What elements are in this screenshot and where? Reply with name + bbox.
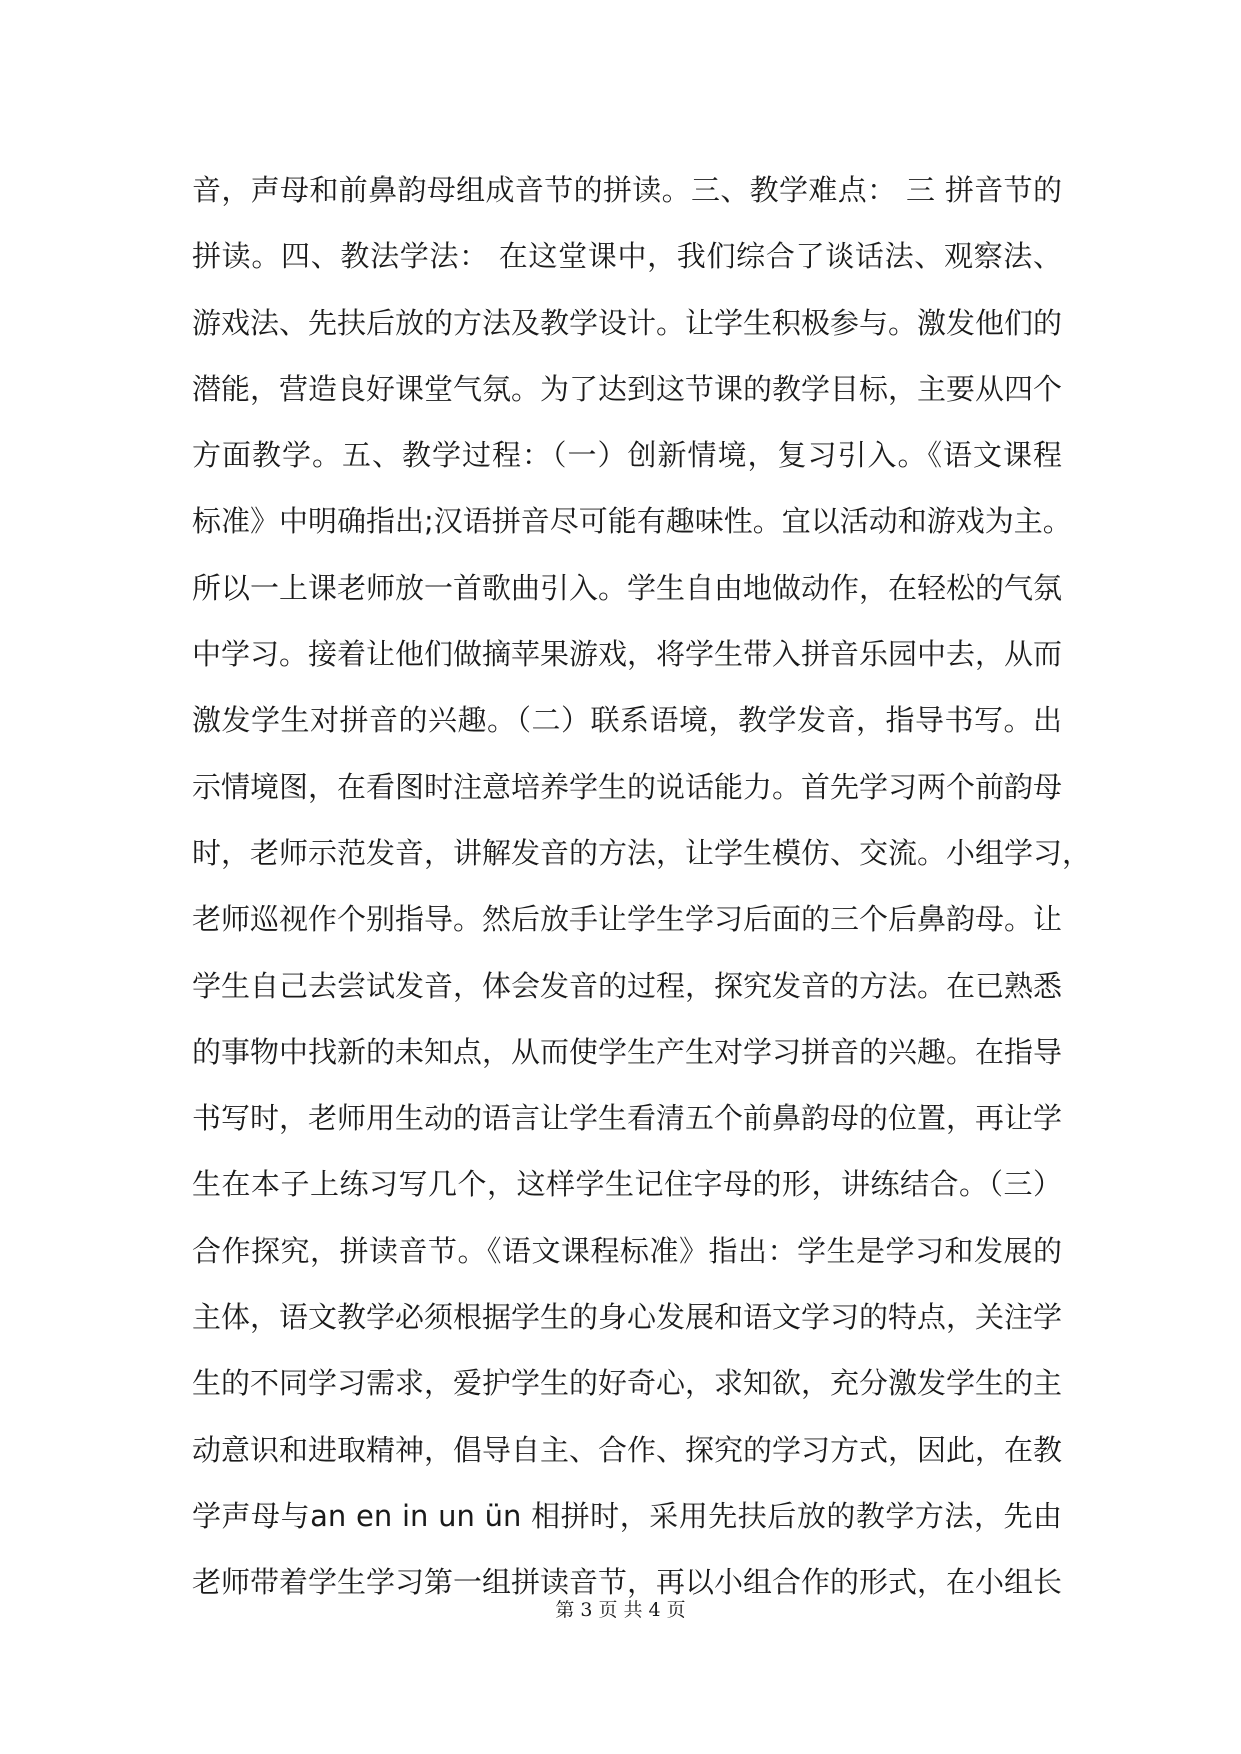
text-line-21: 学声母与an en in un ün 相拼时，采用先扶后放的教学方法，先由 — [192, 1498, 1062, 1533]
text-line-4: 潜能，营造良好课堂气氛。为了达到这节课的教学目标，主要从四个 — [192, 371, 1063, 406]
text-line-7: 所以一上课老师放一首歌曲引入。学生自由地做动作，在轻松的气氛 — [192, 570, 1063, 605]
text-line-18: 主体，语文教学必须根据学生的身心发展和语文学习的特点，关注学 — [192, 1300, 1063, 1335]
text-line-8: 中学习。接着让他们做摘苹果游戏，将学生带入拼音乐园中去，从而 — [192, 637, 1063, 672]
text-line-6: 标准》中明确指出;汉语拼音尽可能有趣味性。宜以活动和游戏为主。 — [192, 504, 1072, 539]
text-line-15: 书写时，老师用生动的语言让学生看清五个前鼻韵母的位置，再让学 — [192, 1101, 1063, 1136]
text-line-12: 老师巡视作个别指导。然后放手让学生学习后面的三个后鼻韵母。让 — [192, 902, 1063, 937]
text-line-22: 老师带着学生学习第一组拼读音节，再以小组合作的形式，在小组长 — [192, 1565, 1063, 1600]
text-line-17: 合作探究，拼读音节。《语文课程标准》指出：学生是学习和发展的 — [192, 1233, 1062, 1268]
text-line-14: 的事物中找新的未知点，从而使学生产生对学习拼音的兴趣。在指导 — [192, 1034, 1063, 1069]
text-line-16: 生在本子上练习写几个，这样学生记住字母的形，讲练结合。（三） — [192, 1167, 1062, 1202]
text-line-2: 拼读。四、教法学法： 在这堂课中，我们综合了谈话法、观察法、 — [192, 239, 1062, 274]
page-footer: 第 3 页 共 4 页 — [555, 1599, 686, 1621]
text-line-3: 游戏法、先扶后放的方法及教学设计。让学生积极参与。激发他们的 — [192, 305, 1063, 340]
text-line-5: 方面教学。五、教学过程：（一）创新情境，复习引入。《语文课程 — [192, 438, 1062, 473]
text-line-1: 音，声母和前鼻韵母组成音节的拼读。三、教学难点： 三 拼音节的 — [192, 173, 1062, 207]
text-line-9: 激发学生对拼音的兴趣。（二）联系语境，教学发音，指导书写。出 — [192, 703, 1062, 738]
text-line-13: 学生自己去尝试发音，体会发音的过程，探究发音的方法。在已熟悉 — [192, 968, 1063, 1003]
body-text — [192, 157, 1092, 1616]
text-line-10: 示情境图，在看图时注意培养学生的说话能力。首先学习两个前韵母 — [192, 769, 1063, 804]
text-line-11: 时，老师示范发音，讲解发音的方法，让学生模仿、交流。小组学习， — [192, 835, 1092, 870]
text-line-19: 生的不同学习需求，爱护学生的好奇心，求知欲，充分激发学生的主 — [192, 1366, 1063, 1401]
text-line-20: 动意识和进取精神，倡导自主、合作、探究的学习方式，因此，在教 — [192, 1432, 1063, 1467]
